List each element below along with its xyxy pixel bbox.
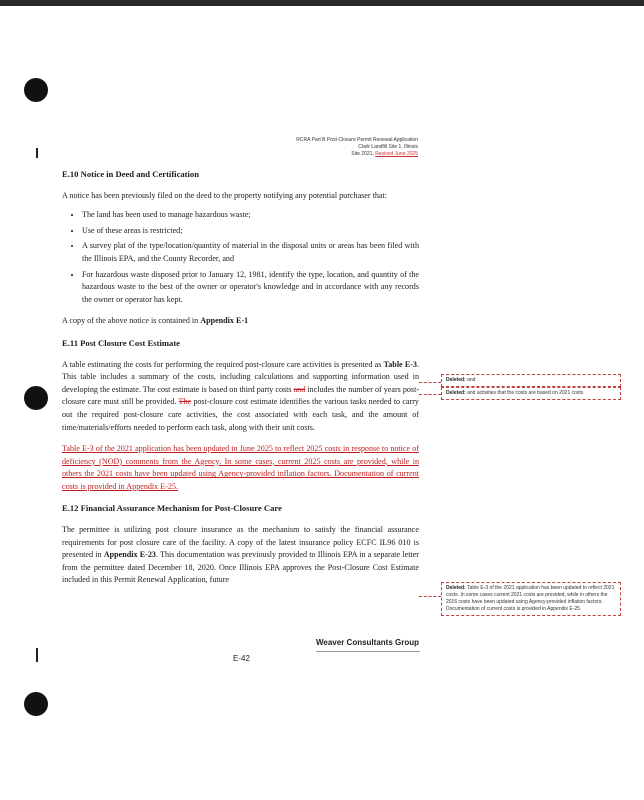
header-line-2: Clark Landfill Site 1, Illinois bbox=[358, 144, 418, 150]
e11-text-b: . This table includes a summary of the costs, including calculations and supporting information used in developing the estimate. The cost estimate is based on third party costs bbox=[62, 359, 419, 394]
footer-company-name: Weaver Consultants Group bbox=[316, 638, 419, 647]
deleted-comment-balloon-2[interactable] bbox=[441, 387, 621, 400]
comment-text: and activities that the costs are based on 2021 costs bbox=[465, 390, 584, 396]
header-line-3-prefix: Site 2021, bbox=[351, 151, 374, 157]
header-line-1: RCRA Part B Post-Closure Permit Renewal Application bbox=[296, 137, 418, 143]
comment-connector-1 bbox=[419, 382, 441, 383]
comment-connector-2 bbox=[419, 394, 441, 395]
e11-text-c: includes the number of years post-closure care must still be provided. bbox=[62, 384, 420, 407]
header-revision: Revised June 2025 bbox=[375, 151, 418, 157]
appendix-e1-ref: Appendix E-1 bbox=[200, 316, 249, 326]
bullet-item: • A survey plat of the type/location/quantity of material in the disposal units or areas has been filed with the Illinois EPA, and the County Recorder, and bbox=[82, 240, 419, 265]
comment-label: Deleted: bbox=[446, 377, 466, 383]
header-line-3 bbox=[296, 151, 418, 158]
deleted-comment-balloon-1[interactable] bbox=[441, 374, 621, 387]
comment-label: Deleted: bbox=[446, 390, 466, 396]
page-content bbox=[62, 168, 419, 596]
copy-note-text: A copy of the above notice is contained in bbox=[62, 316, 201, 326]
punch-hole-middle bbox=[24, 386, 48, 410]
e11-text-d: post-closure cost estimate identifies the various tasks needed to carry out the required post-closure care activities, the cost associated with each task, and the amount of time/materials/efforts needed to perform each task, along with their unit costs. bbox=[62, 397, 419, 432]
margin-tick-top bbox=[36, 148, 38, 158]
page-top-edge bbox=[0, 0, 644, 6]
deleted-text-and: and bbox=[293, 384, 306, 394]
section-e12-paragraph bbox=[62, 524, 419, 587]
section-e11-heading: E.11 Post Closure Cost Estimate bbox=[62, 337, 180, 348]
deleted-text-the: The bbox=[178, 397, 192, 407]
e12-text-a: The permittee is utilizing post closure insurance as the mechanism to satisfy the financial assurance requirements for post closure care of the facility. A copy of the latest insurance policy ECFC IL96 010 is presented in bbox=[62, 525, 419, 560]
inserted-revision-paragraph: Table E-3 of the 2021 application has been updated in June 2025 to reflect 2025 costs in response to notice of deficiency (NOD) comments from the Agency. In some cases, current 2025 costs are provided, while in others the 2021 costs have been updated using Agency-provided inflation factors. Documentation of current costs is provided in Appendix E-25. bbox=[62, 444, 419, 491]
footer-page-number: E-42 bbox=[233, 654, 250, 663]
table-e3-ref: Table E-3 bbox=[383, 359, 417, 369]
section-e12-heading: E.12 Financial Assurance Mechanism for Post-Closure Care bbox=[62, 503, 282, 514]
deleted-comment-balloon-3[interactable] bbox=[441, 582, 621, 616]
bullet-item: • Use of these areas is restricted; bbox=[82, 225, 419, 238]
comment-text: Table E-3 of the 2021 application has been updated to reflect 2021 costs. In some cases current 2021 costs are provided, while in others the 2016 costs have been updated using Agency-provided inflation factors. Documentation of current costs is provided in Appendix E-25. bbox=[446, 585, 615, 612]
section-e10-heading: E.10 Notice in Deed and Certification bbox=[62, 169, 200, 179]
section-e10-copy-note bbox=[62, 315, 419, 328]
punch-hole-bottom bbox=[24, 692, 48, 716]
comment-label: Deleted: bbox=[446, 585, 466, 591]
punch-hole-top bbox=[24, 78, 48, 102]
bullet-item: • For hazardous waste disposed prior to January 12, 1981, identify the type, location, and quantity of the hazardous waste to the best of the owner or operator's knowledge and in accordance with any records the owner or operator has kept. bbox=[82, 269, 419, 307]
section-e11-paragraph bbox=[62, 359, 419, 435]
bullet-item: • The land has been used to manage hazardous waste; bbox=[82, 209, 419, 222]
e11-text-a: A table estimating the costs for performing the required post-closure care activities is presented as bbox=[62, 359, 384, 369]
document-header bbox=[296, 137, 418, 158]
footer-divider bbox=[316, 651, 420, 652]
comment-connector-3 bbox=[419, 596, 441, 597]
appendix-e23-ref: Appendix E-23 bbox=[103, 550, 156, 560]
comment-text: and bbox=[467, 377, 476, 383]
margin-tick-bottom bbox=[36, 648, 38, 662]
e12-text-b: . This documentation was previously provided to Illinois EPA in a separate letter from the permittee dated December 18, 2020. Once Illinois EPA approves the Post-Closure Cost Estimate included in this Permit Renewal Application, future bbox=[62, 550, 420, 585]
section-e10-bullets bbox=[62, 209, 419, 306]
section-e10-intro: A notice has been previously filed on the deed to the property notifying any potential purchaser that: bbox=[62, 190, 388, 200]
